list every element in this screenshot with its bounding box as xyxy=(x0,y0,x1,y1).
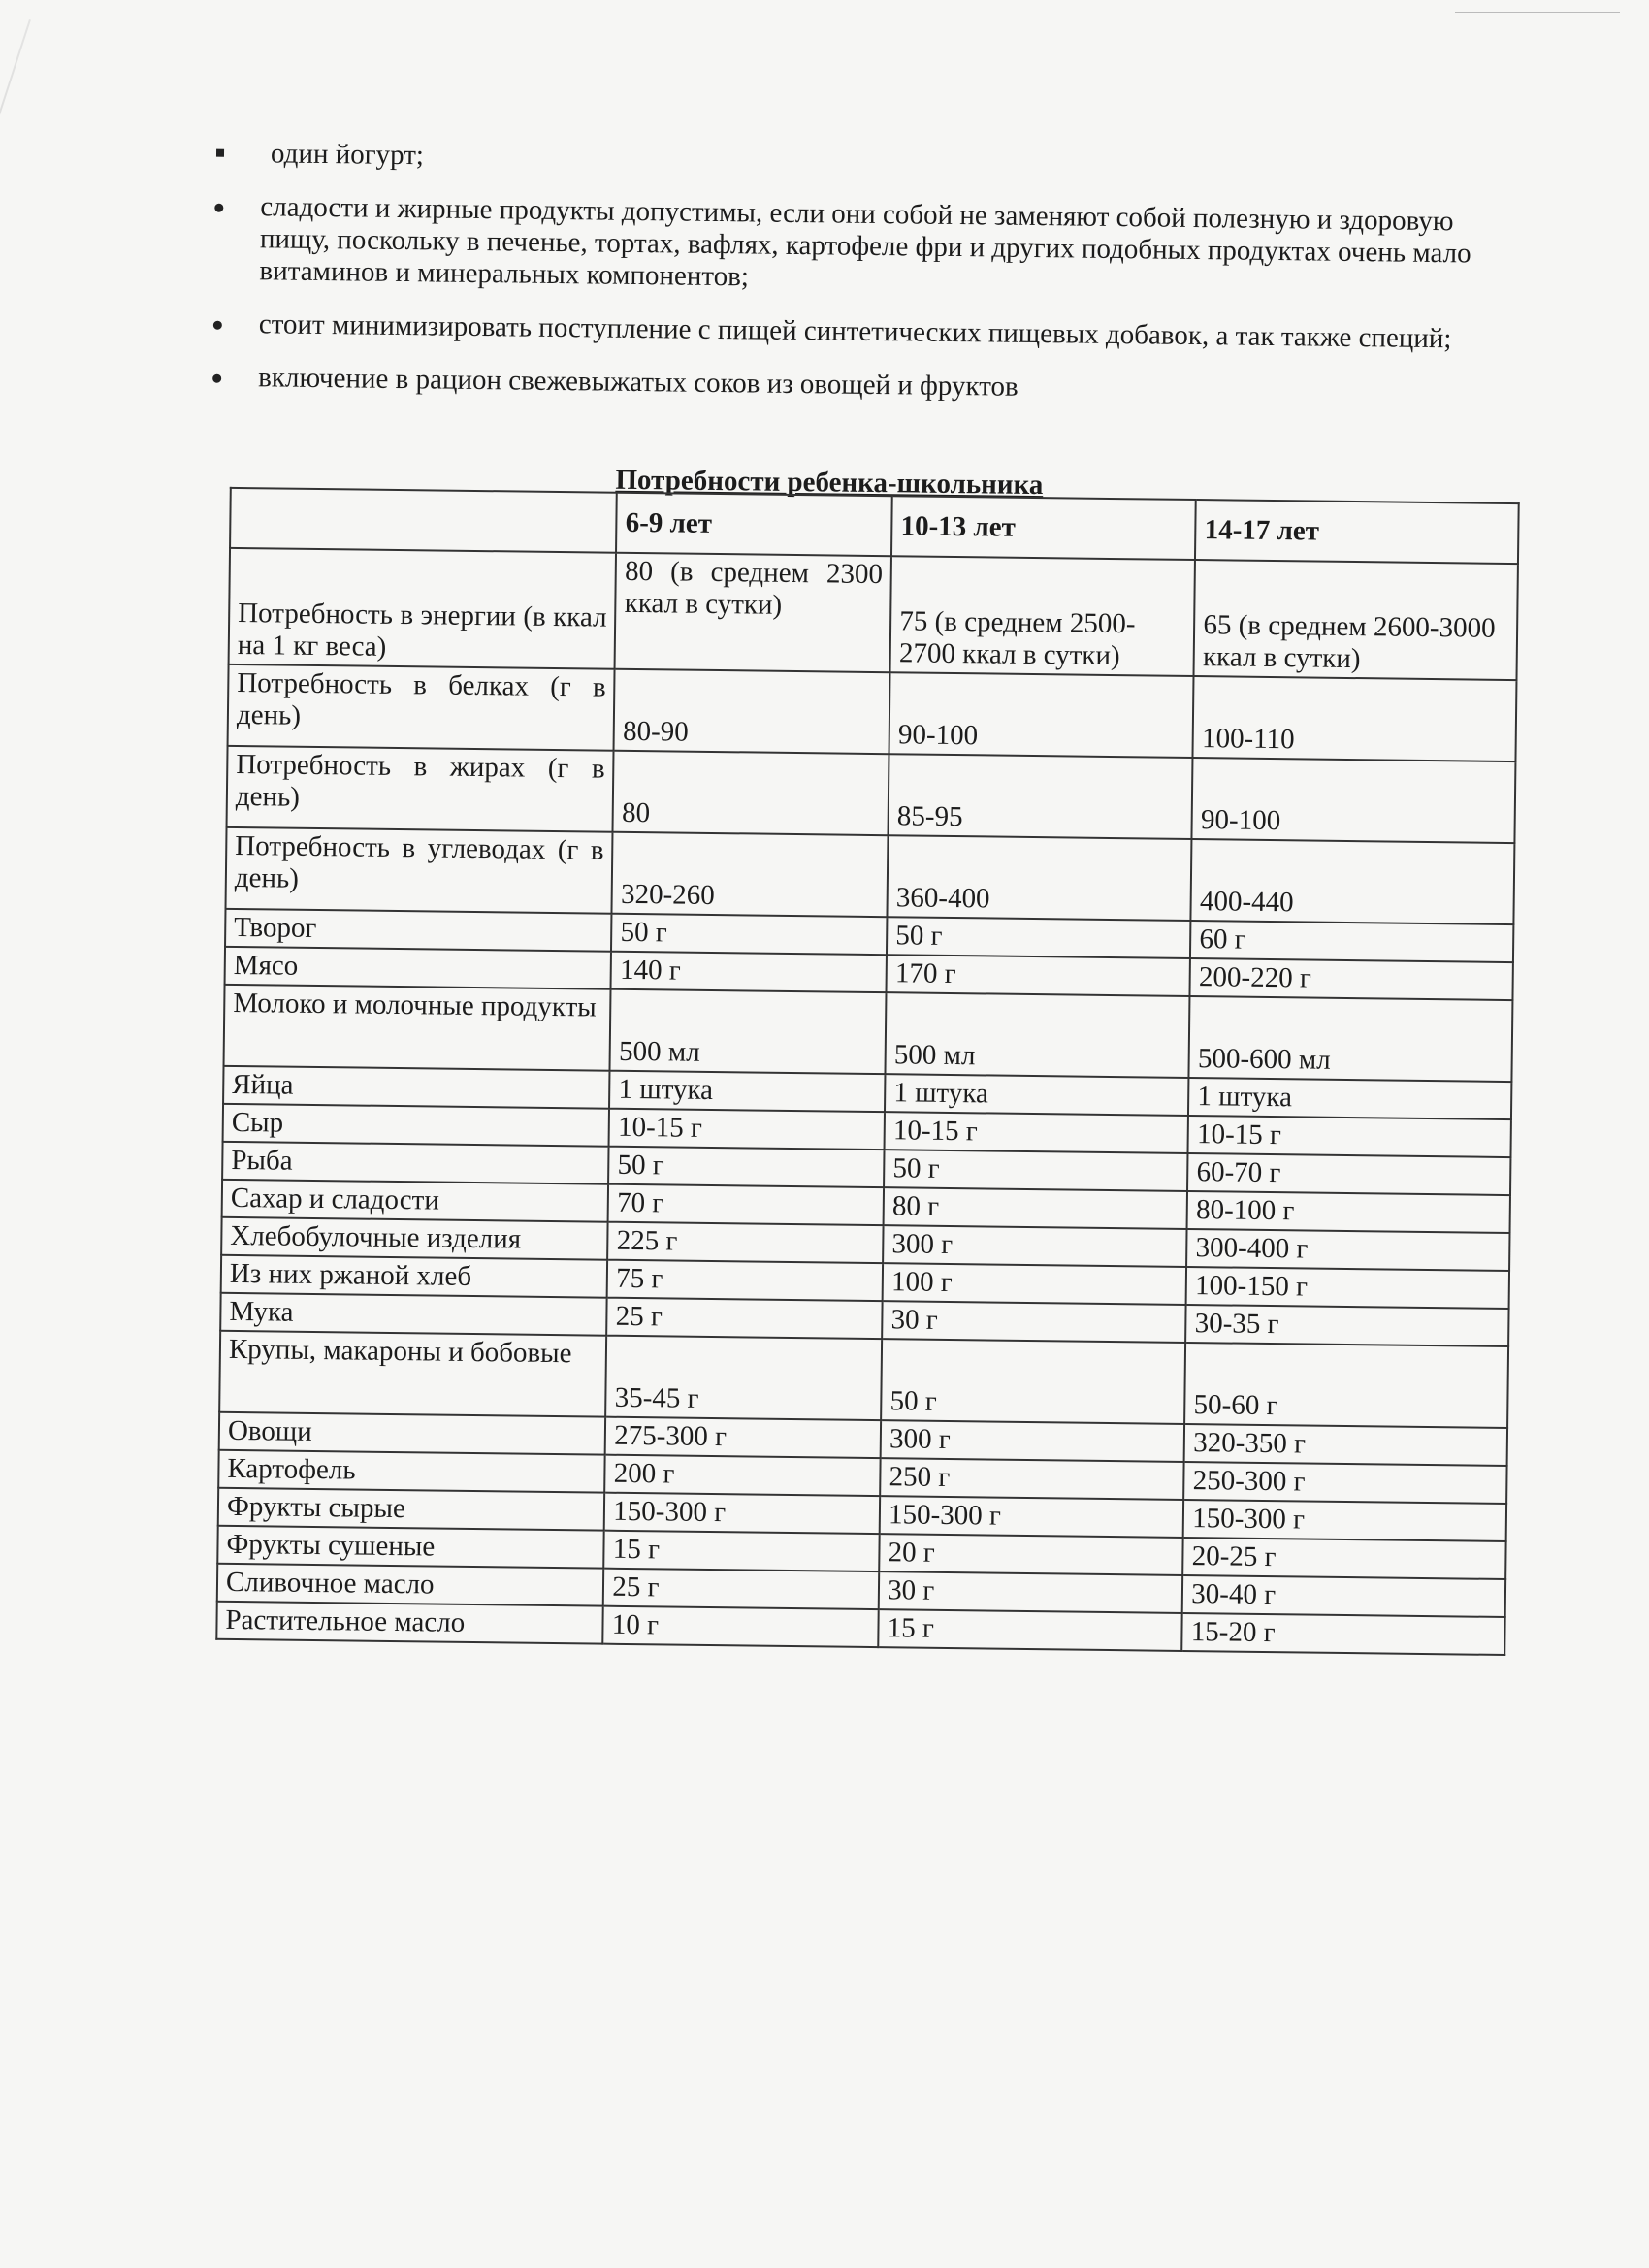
cell-age-6-9: 75 г xyxy=(607,1260,883,1301)
scan-artifact-line xyxy=(1455,12,1620,13)
cell-age-6-9: 80 (в среднем 2300 ккал в сутки) xyxy=(615,553,891,672)
row-label: Яйца xyxy=(223,1066,610,1109)
cell-age-6-9: 25 г xyxy=(606,1298,882,1339)
table-title: Потребности ребенка-школьника xyxy=(615,464,1044,502)
table-header-age-6-9: 6-9 лет xyxy=(616,493,892,556)
cell-age-14-17: 30-35 г xyxy=(1185,1305,1508,1346)
list-item xyxy=(210,191,1521,303)
cell-age-10-13: 50 г xyxy=(884,1150,1188,1191)
cell-age-6-9: 80 xyxy=(613,751,889,835)
cell-age-14-17: 80-100 г xyxy=(1187,1191,1510,1233)
cell-age-10-13: 90-100 xyxy=(889,672,1194,758)
row-label: Из них ржаной хлеб xyxy=(221,1255,608,1298)
table-header-blank xyxy=(230,488,617,553)
cell-age-10-13: 300 г xyxy=(881,1420,1185,1462)
row-label: Творог xyxy=(225,909,612,952)
list-item-text: стоит минимизировать поступление с пищей синтетических пищевых добавок, а так также специй; xyxy=(258,308,1452,355)
cell-age-14-17: 150-300 г xyxy=(1183,1500,1506,1541)
cell-age-10-13: 20 г xyxy=(879,1534,1183,1575)
row-label: Потребность в энергии (в ккал на 1 кг веса) xyxy=(229,548,617,669)
cell-age-6-9: 25 г xyxy=(603,1569,879,1609)
cell-age-6-9: 50 г xyxy=(608,1147,884,1187)
row-label: Молоко и молочные продукты xyxy=(224,985,611,1071)
table-header-age-14-17: 14-17 лет xyxy=(1195,500,1518,564)
cell-age-14-17: 50-60 г xyxy=(1184,1343,1508,1428)
recommendation-list xyxy=(210,138,1522,431)
cell-age-6-9: 70 г xyxy=(608,1184,884,1225)
cell-age-14-17: 320-350 г xyxy=(1184,1424,1507,1466)
row-label: Сыр xyxy=(223,1104,610,1147)
cell-age-6-9: 50 г xyxy=(611,914,887,955)
cell-age-14-17: 10-15 г xyxy=(1188,1116,1511,1157)
cell-age-10-13: 1 штука xyxy=(885,1074,1189,1116)
cell-age-10-13: 75 (в среднем 2500-2700 ккал в сутки) xyxy=(890,556,1196,676)
cell-age-6-9: 500 мл xyxy=(610,989,887,1074)
list-item xyxy=(210,362,1519,409)
cell-age-14-17: 250-300 г xyxy=(1183,1462,1506,1504)
cell-age-10-13: 10-15 г xyxy=(885,1112,1189,1153)
cell-age-10-13: 100 г xyxy=(883,1263,1187,1305)
row-label: Крупы, макароны и бобовые xyxy=(219,1331,606,1417)
row-label: Сливочное масло xyxy=(217,1564,604,1606)
row-label: Потребность в жирах (г в день) xyxy=(227,746,614,832)
table-header-age-10-13: 10-13 лет xyxy=(891,496,1196,560)
cell-age-10-13: 85-95 xyxy=(889,754,1193,839)
row-label: Растительное масло xyxy=(216,1602,603,1644)
row-label: Овощи xyxy=(219,1412,606,1455)
cell-age-14-17: 15-20 г xyxy=(1182,1613,1505,1655)
cell-age-10-13: 150-300 г xyxy=(880,1496,1184,1538)
table-row xyxy=(227,746,1516,843)
cell-age-6-9: 10 г xyxy=(603,1606,879,1647)
table-row xyxy=(219,1331,1508,1428)
list-item xyxy=(212,138,1522,185)
cell-age-14-17: 500-600 мл xyxy=(1189,996,1513,1082)
cell-age-14-17: 200-220 г xyxy=(1190,958,1513,1000)
cell-age-14-17: 90-100 xyxy=(1192,758,1516,843)
scan-artifact-streak xyxy=(0,19,31,324)
cell-age-10-13: 300 г xyxy=(883,1225,1187,1267)
document-body xyxy=(11,0,1649,1649)
cell-age-10-13: 170 г xyxy=(887,955,1191,996)
cell-age-14-17: 20-25 г xyxy=(1183,1538,1506,1579)
cell-age-14-17: 60-70 г xyxy=(1187,1153,1510,1195)
cell-age-14-17: 400-440 xyxy=(1191,839,1515,924)
cell-age-6-9: 35-45 г xyxy=(605,1336,882,1420)
row-label: Фрукты сырые xyxy=(218,1488,605,1531)
row-label: Потребность в углеводах (г в день) xyxy=(226,827,613,914)
row-label: Мука xyxy=(220,1293,607,1336)
cell-age-6-9: 150-300 г xyxy=(604,1493,880,1534)
nutrition-needs-table xyxy=(215,487,1519,1656)
cell-age-14-17: 60 г xyxy=(1190,921,1513,962)
table-row xyxy=(228,664,1517,761)
row-label: Фрукты сушеные xyxy=(217,1526,604,1569)
list-item-text: включение в рацион свежевыжатых соков из овощей и фруктов xyxy=(257,362,1018,403)
cell-age-10-13: 50 г xyxy=(881,1339,1185,1424)
list-item-text: сладости и жирные продукты допустимы, если они собой не заменяют собой полезную и здоровую пищу, поскольку в печенье, тортах, вафлях, картофеле фри и других подобных продуктах очень мало витаминов и минеральных компонентов; xyxy=(259,191,1471,293)
row-label: Хлебобулочные изделия xyxy=(221,1217,608,1260)
cell-age-14-17: 300-400 г xyxy=(1186,1229,1509,1271)
cell-age-10-13: 50 г xyxy=(887,917,1191,958)
cell-age-6-9: 225 г xyxy=(607,1222,883,1263)
cell-age-14-17: 30-40 г xyxy=(1182,1575,1505,1617)
cell-age-6-9: 15 г xyxy=(604,1531,880,1571)
row-label: Рыба xyxy=(222,1142,609,1184)
row-label: Потребность в белках (г в день) xyxy=(228,664,615,751)
cell-age-10-13: 80 г xyxy=(884,1187,1188,1229)
cell-age-6-9: 10-15 г xyxy=(609,1109,885,1150)
cell-age-6-9: 275-300 г xyxy=(605,1417,881,1458)
table-row xyxy=(224,985,1513,1082)
cell-age-6-9: 80-90 xyxy=(614,669,890,754)
cell-age-10-13: 500 мл xyxy=(886,992,1190,1078)
cell-age-14-17: 65 (в среднем 2600-3000 ккал в сутки) xyxy=(1194,560,1518,680)
cell-age-14-17: 100-110 xyxy=(1193,676,1517,761)
cell-age-14-17: 1 штука xyxy=(1188,1078,1511,1119)
table-row xyxy=(229,548,1518,680)
cell-age-14-17: 100-150 г xyxy=(1186,1267,1509,1309)
table-row xyxy=(226,827,1515,924)
list-item-text: один йогурт; xyxy=(270,138,425,172)
cell-age-10-13: 30 г xyxy=(879,1571,1183,1613)
cell-age-10-13: 360-400 xyxy=(888,835,1192,921)
row-label: Мясо xyxy=(225,947,612,989)
list-item xyxy=(210,308,1520,356)
cell-age-10-13: 15 г xyxy=(878,1609,1182,1651)
row-label: Сахар и сладости xyxy=(222,1180,609,1222)
row-label: Картофель xyxy=(218,1450,605,1493)
cell-age-6-9: 1 штука xyxy=(609,1071,885,1112)
cell-age-10-13: 250 г xyxy=(880,1458,1184,1500)
cell-age-10-13: 30 г xyxy=(882,1301,1186,1343)
cell-age-6-9: 320-260 xyxy=(612,832,889,917)
cell-age-6-9: 140 г xyxy=(611,952,887,992)
cell-age-6-9: 200 г xyxy=(605,1455,881,1496)
